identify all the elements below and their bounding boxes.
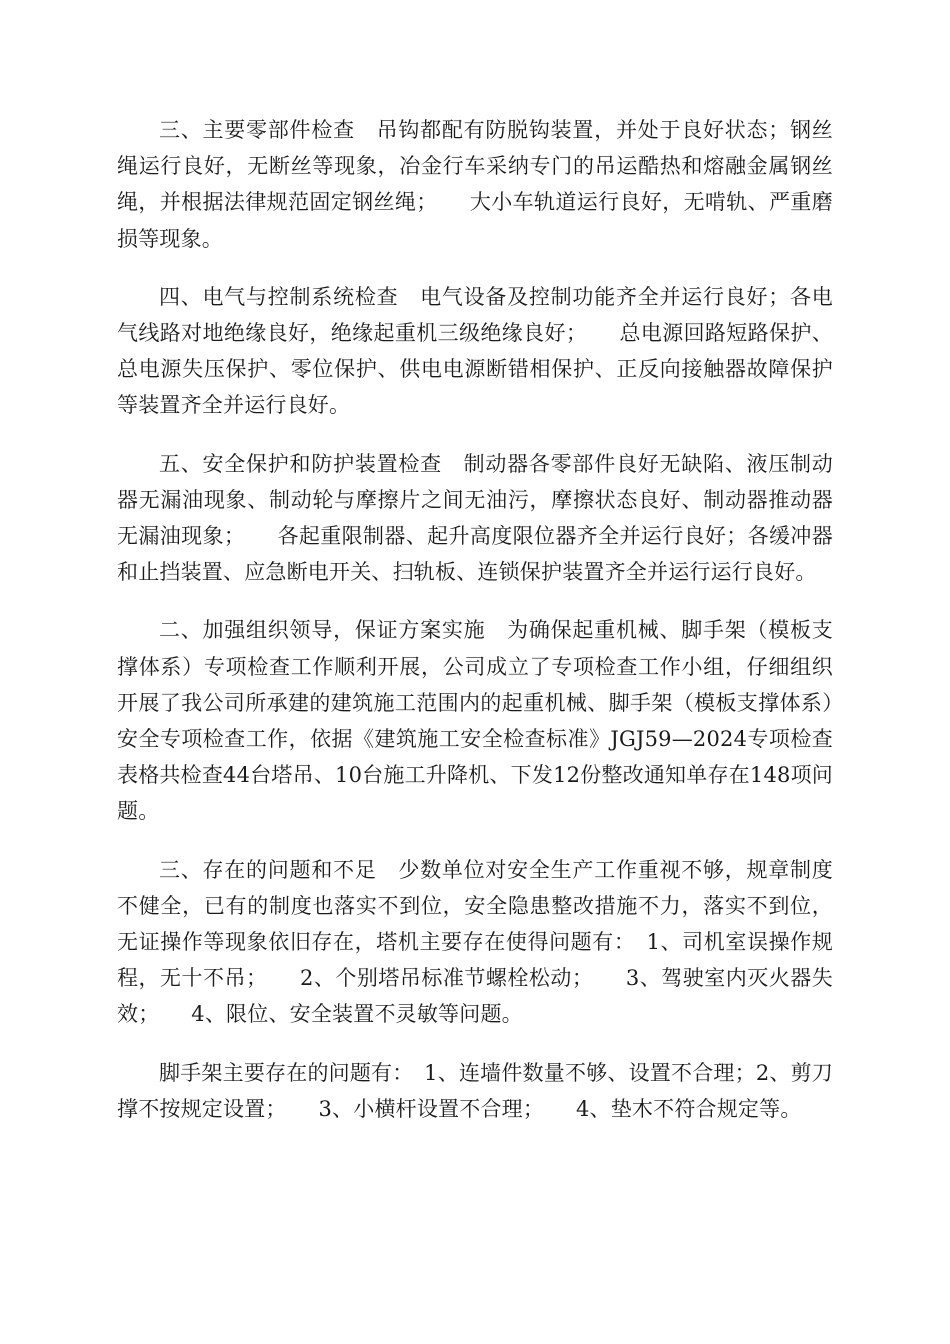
paragraph-organization-leadership: 二、加强组织领导，保证方案实施 为确保起重机械、脚手架（模板支撑体系）专项检查工作顺利开展，公司成立了专项检查工作小组，仔细组织开展了我公司所承建的建筑施工范围内的起重机械、脚手架（模板支撑体系）安全专项检查工作，依据《建筑施工安全检查标准》JGJ59—2024专项检查表格共检查44台塔吊、10台施工升降机、下发12份整改通知单存在148项问题。: [117, 618, 833, 824]
paragraph-safety-protection-inspection: 五、安全保护和防护装置检查 制动器各零部件良好无缺陷、液压制动器无漏油现象、制动轮与摩擦片之间无油污，摩擦状态良好、制动器推动器无漏油现象； 各起重限制器、起升高度限位器齐全并运行良好；各缓冲器和止挡装置、应急断电开关、扫轨板、连锁保护装置齐全并运行运行良好。: [117, 451, 833, 585]
paragraph-problems-shortcomings: 三、存在的问题和不足 少数单位对安全生产工作重视不够，规章制度不健全，已有的制度也落实不到位，安全隐患整改措施不力，落实不到位，无证操作等现象依旧存在，塔机主要存在使得问题有： 1、司机室误操作规程，无十不吊； 2、个别塔吊标准节螺栓松动； 3、驾驶室内灭火器失效； 4、限位、安全装置不灵敏等问题。: [117, 857, 833, 1027]
paragraph-electrical-control-inspection: 四、电气与控制系统检查 电气设备及控制功能齐全并运行良好；各电气线路对地绝缘良好，绝缘起重机三级绝缘良好； 总电源回路短路保护、总电源失压保护、零位保护、供电电源断错相保护、正反向接触器故障保护等装置齐全并运行良好。: [117, 284, 833, 418]
paragraph-scaffold-problems: 脚手架主要存在的问题有： 1、连墙件数量不够、设置不合理；2、剪刀撑不按规定设置； 3、小横杆设置不合理； 4、垫木不符合规定等。: [117, 1060, 833, 1121]
document-body: [117, 112, 833, 1127]
paragraph-main-parts-inspection: 三、主要零部件检查 吊钩都配有防脱钩装置，并处于良好状态；钢丝绳运行良好，无断丝等现象，冶金行车采纳专门的吊运酷热和熔融金属钢丝绳，并根据法律规范固定钢丝绳； 大小车轨道运行良好，无啃轨、严重磨损等现象。: [117, 118, 833, 251]
